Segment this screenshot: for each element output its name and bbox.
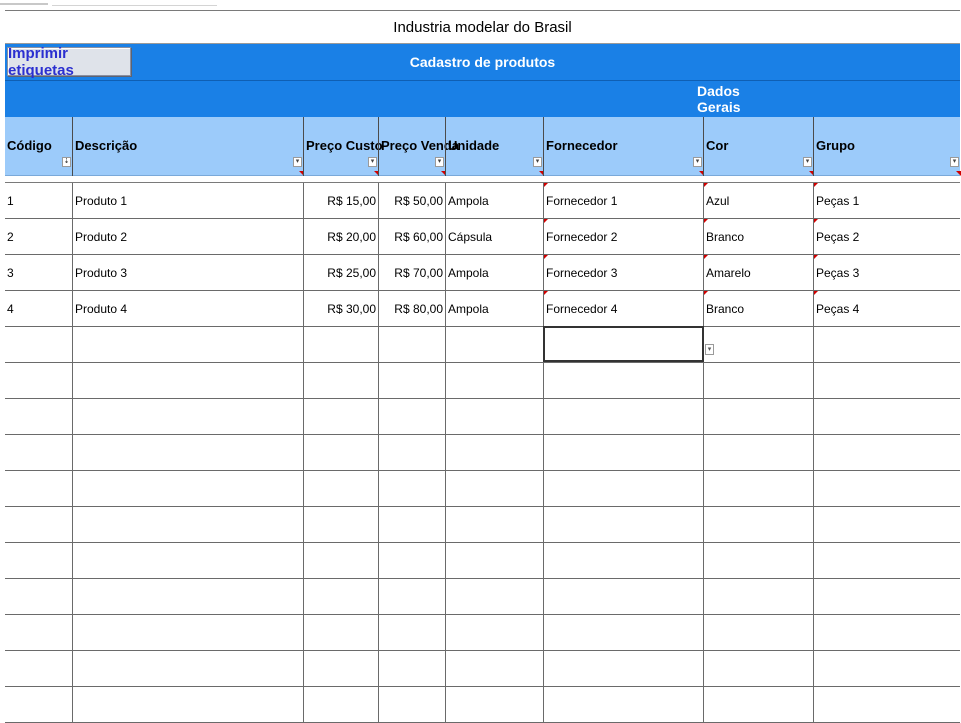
empty-cell[interactable] <box>543 687 703 722</box>
product-table <box>5 183 960 723</box>
header-descricao[interactable] <box>72 117 303 176</box>
filter-dropdown-icon[interactable]: ▾ <box>693 157 702 167</box>
cell-preco-custo[interactable]: R$ 15,00 <box>303 183 378 218</box>
empty-cell[interactable] <box>5 399 72 434</box>
cell-fornecedor[interactable] <box>543 219 703 254</box>
strip-mark <box>52 5 217 6</box>
empty-cell[interactable] <box>703 363 813 398</box>
empty-cell[interactable] <box>445 327 543 362</box>
empty-cell[interactable] <box>703 543 813 578</box>
sort-filter-icon[interactable]: ⇣ <box>63 158 70 165</box>
empty-cell[interactable] <box>445 543 543 578</box>
empty-cell[interactable] <box>378 471 445 506</box>
comment-indicator <box>544 255 548 259</box>
table-row <box>5 291 960 327</box>
selected-cell[interactable] <box>543 326 704 362</box>
comment-indicator <box>814 219 818 223</box>
strip-mark <box>0 3 48 5</box>
empty-cell[interactable] <box>378 615 445 650</box>
cell-descricao[interactable]: Produto 4 <box>72 291 303 326</box>
filter-dropdown-icon[interactable]: ▾ <box>950 157 959 167</box>
empty-cell[interactable] <box>72 327 303 362</box>
empty-table-row <box>5 327 960 363</box>
empty-cell[interactable] <box>543 507 703 542</box>
empty-cell[interactable] <box>813 471 960 506</box>
header-label: Código <box>7 138 52 153</box>
empty-cell[interactable] <box>813 327 960 362</box>
empty-cell[interactable] <box>5 543 72 578</box>
empty-rows <box>5 327 960 723</box>
empty-cell[interactable] <box>303 435 378 470</box>
empty-cell[interactable] <box>543 651 703 686</box>
empty-cell[interactable] <box>303 579 378 614</box>
empty-cell[interactable] <box>378 651 445 686</box>
empty-cell[interactable] <box>378 507 445 542</box>
table-row <box>5 183 960 219</box>
empty-cell[interactable] <box>378 579 445 614</box>
column-header-row <box>5 117 960 176</box>
empty-cell[interactable] <box>378 399 445 434</box>
empty-cell[interactable] <box>72 399 303 434</box>
cell-text: Fornecedor 3 <box>546 266 618 280</box>
empty-cell[interactable] <box>5 435 72 470</box>
empty-cell[interactable] <box>72 435 303 470</box>
empty-cell[interactable] <box>445 687 543 722</box>
empty-cell[interactable] <box>303 327 378 362</box>
empty-cell[interactable] <box>5 651 72 686</box>
comment-indicator <box>704 255 708 259</box>
cell-preco-venda[interactable]: R$ 70,00 <box>378 255 445 290</box>
cell-text: Peças 1 <box>816 194 860 208</box>
filter-dropdown-icon[interactable]: ▾ <box>533 157 542 167</box>
cell-preco-venda[interactable]: R$ 80,00 <box>378 291 445 326</box>
cell-cor[interactable] <box>703 291 813 326</box>
cell-unidade[interactable]: Ampola <box>445 255 543 290</box>
empty-cell[interactable] <box>303 687 378 722</box>
header-preco-venda[interactable] <box>378 117 460 176</box>
empty-cell[interactable] <box>813 399 960 434</box>
cell-descricao[interactable]: Produto 3 <box>72 255 303 290</box>
cell-grupo[interactable] <box>813 255 960 290</box>
header-codigo[interactable] <box>5 117 72 176</box>
sheet-title: Industria modelar do Brasil <box>5 10 960 44</box>
empty-cell[interactable] <box>303 507 378 542</box>
cell-text: Fornecedor 2 <box>546 230 618 244</box>
cell-codigo[interactable]: 1 <box>7 194 14 208</box>
empty-cell[interactable] <box>445 435 543 470</box>
empty-cell[interactable] <box>445 615 543 650</box>
empty-cell[interactable] <box>378 435 445 470</box>
top-strip <box>0 0 960 9</box>
empty-table-row <box>5 651 960 687</box>
header-preco-custo[interactable] <box>303 117 383 176</box>
empty-cell[interactable] <box>813 651 960 686</box>
empty-cell[interactable] <box>445 471 543 506</box>
empty-cell[interactable] <box>445 399 543 434</box>
cell-text: Azul <box>706 194 730 208</box>
cell-unidade[interactable]: Ampola <box>445 291 543 326</box>
empty-cell[interactable] <box>72 543 303 578</box>
filter-dropdown-icon[interactable]: ▾ <box>435 157 444 167</box>
empty-cell[interactable] <box>5 471 72 506</box>
empty-cell[interactable] <box>445 507 543 542</box>
empty-cell[interactable] <box>378 687 445 722</box>
empty-cell[interactable] <box>813 579 960 614</box>
comment-indicator <box>544 291 548 295</box>
cell-fornecedor[interactable] <box>543 291 703 326</box>
empty-cell[interactable] <box>445 579 543 614</box>
empty-cell[interactable] <box>72 507 303 542</box>
cell-fornecedor[interactable] <box>543 255 703 290</box>
empty-cell[interactable] <box>543 579 703 614</box>
header-label: Descrição <box>75 138 138 153</box>
empty-cell[interactable] <box>5 327 72 362</box>
cell-fornecedor[interactable] <box>543 183 703 218</box>
cell-text: Fornecedor 1 <box>546 194 618 208</box>
comment-indicator <box>544 219 548 223</box>
empty-table-row <box>5 687 960 723</box>
empty-cell[interactable] <box>543 543 703 578</box>
cell-text: Fornecedor 4 <box>546 302 618 316</box>
empty-cell[interactable] <box>72 579 303 614</box>
cell-cor[interactable] <box>703 219 813 254</box>
empty-table-row <box>5 579 960 615</box>
header-label: Cor <box>706 138 729 153</box>
cell-unidade[interactable]: Cápsula <box>445 219 543 254</box>
empty-table-row <box>5 615 960 651</box>
filter-dropdown-icon[interactable]: ▾ <box>368 157 377 167</box>
cell-preco-venda[interactable]: R$ 60,00 <box>378 219 445 254</box>
empty-cell[interactable] <box>72 363 303 398</box>
empty-cell[interactable] <box>72 687 303 722</box>
print-labels-button[interactable]: Imprimir etiquetas <box>7 47 131 76</box>
header-unidade[interactable] <box>445 117 543 176</box>
cell-preco-custo[interactable]: R$ 20,00 <box>303 219 378 254</box>
empty-cell[interactable] <box>703 471 813 506</box>
filter-dropdown-icon[interactable]: ▾ <box>293 157 302 167</box>
table-row <box>5 219 960 255</box>
empty-cell[interactable] <box>378 327 445 362</box>
empty-cell[interactable] <box>813 435 960 470</box>
cell-unidade[interactable]: Ampola <box>445 183 543 218</box>
empty-table-row <box>5 363 960 399</box>
empty-cell[interactable] <box>445 651 543 686</box>
empty-cell[interactable] <box>543 615 703 650</box>
cell-text: Peças 2 <box>816 230 860 244</box>
comment-indicator <box>704 219 708 223</box>
cell-codigo[interactable]: 3 <box>7 266 14 280</box>
empty-cell[interactable] <box>703 435 813 470</box>
cell-cor[interactable] <box>703 255 813 290</box>
empty-cell[interactable] <box>5 363 72 398</box>
empty-cell[interactable] <box>303 615 378 650</box>
empty-cell[interactable] <box>813 507 960 542</box>
cell-preco-custo[interactable]: R$ 30,00 <box>303 291 378 326</box>
empty-cell[interactable] <box>5 507 72 542</box>
header-cor[interactable] <box>703 117 813 176</box>
cell-text: Branco <box>706 230 745 244</box>
cell-text: Branco <box>706 302 745 316</box>
cell-grupo[interactable] <box>813 183 960 218</box>
comment-indicator <box>544 183 548 187</box>
empty-table-row <box>5 435 960 471</box>
empty-cell[interactable] <box>813 687 960 722</box>
header-label: Preço Custo <box>306 138 383 153</box>
filter-dropdown-icon[interactable]: ▾ <box>803 157 812 167</box>
section-label: Dados Gerais <box>697 83 741 115</box>
empty-cell[interactable] <box>303 363 378 398</box>
empty-cell[interactable] <box>303 651 378 686</box>
cell-codigo[interactable]: 4 <box>7 302 14 316</box>
header-label: Fornecedor <box>546 138 618 153</box>
header-label: Grupo <box>816 138 855 153</box>
header-label: Preço Venda <box>381 138 460 153</box>
empty-cell[interactable] <box>445 363 543 398</box>
empty-cell[interactable] <box>703 327 813 362</box>
empty-cell[interactable] <box>543 435 703 470</box>
empty-table-row <box>5 471 960 507</box>
empty-cell[interactable] <box>543 363 703 398</box>
empty-cell[interactable] <box>813 543 960 578</box>
empty-cell[interactable] <box>303 471 378 506</box>
cell-grupo[interactable] <box>813 219 960 254</box>
empty-cell[interactable] <box>5 579 72 614</box>
cell-text: Peças 4 <box>816 302 860 316</box>
empty-cell[interactable] <box>703 651 813 686</box>
band-divider <box>5 80 960 81</box>
title-band <box>5 44 960 117</box>
empty-cell[interactable] <box>378 543 445 578</box>
cell-descricao[interactable]: Produto 1 <box>72 183 303 218</box>
empty-table-row <box>5 543 960 579</box>
sheet-subtitle: Cadastro de produtos <box>409 54 556 70</box>
empty-cell[interactable] <box>813 615 960 650</box>
cell-grupo[interactable] <box>813 291 960 326</box>
empty-cell[interactable] <box>5 615 72 650</box>
comment-indicator <box>704 183 708 187</box>
header-fornecedor[interactable] <box>543 117 703 176</box>
table-row <box>5 255 960 291</box>
header-grupo[interactable] <box>813 117 960 176</box>
empty-cell[interactable] <box>543 399 703 434</box>
header-label: Unidade <box>448 138 500 153</box>
empty-cell[interactable] <box>378 363 445 398</box>
empty-cell[interactable] <box>543 471 703 506</box>
empty-cell[interactable] <box>72 651 303 686</box>
empty-table-row <box>5 507 960 543</box>
empty-cell[interactable] <box>303 399 378 434</box>
comment-indicator <box>704 291 708 295</box>
cell-codigo[interactable]: 2 <box>7 230 14 244</box>
spacer-row <box>5 176 960 183</box>
cell-text: Peças 3 <box>816 266 860 280</box>
empty-cell[interactable] <box>5 687 72 722</box>
empty-cell[interactable] <box>703 507 813 542</box>
comment-indicator <box>814 183 818 187</box>
comment-indicator <box>814 291 818 295</box>
empty-table-row <box>5 399 960 435</box>
empty-cell[interactable] <box>703 579 813 614</box>
empty-cell[interactable] <box>703 687 813 722</box>
empty-cell[interactable] <box>72 615 303 650</box>
comment-indicator <box>814 255 818 259</box>
empty-cell[interactable] <box>703 615 813 650</box>
cell-cor[interactable] <box>703 183 813 218</box>
empty-cell[interactable] <box>813 363 960 398</box>
cell-text: Amarelo <box>706 266 751 280</box>
cell-dropdown-icon[interactable]: ▾ <box>705 344 714 355</box>
cell-preco-venda[interactable]: R$ 50,00 <box>378 183 445 218</box>
cell-descricao[interactable]: Produto 2 <box>72 219 303 254</box>
empty-cell[interactable] <box>72 471 303 506</box>
cell-preco-custo[interactable]: R$ 25,00 <box>303 255 378 290</box>
empty-cell[interactable] <box>303 543 378 578</box>
empty-cell[interactable] <box>703 399 813 434</box>
